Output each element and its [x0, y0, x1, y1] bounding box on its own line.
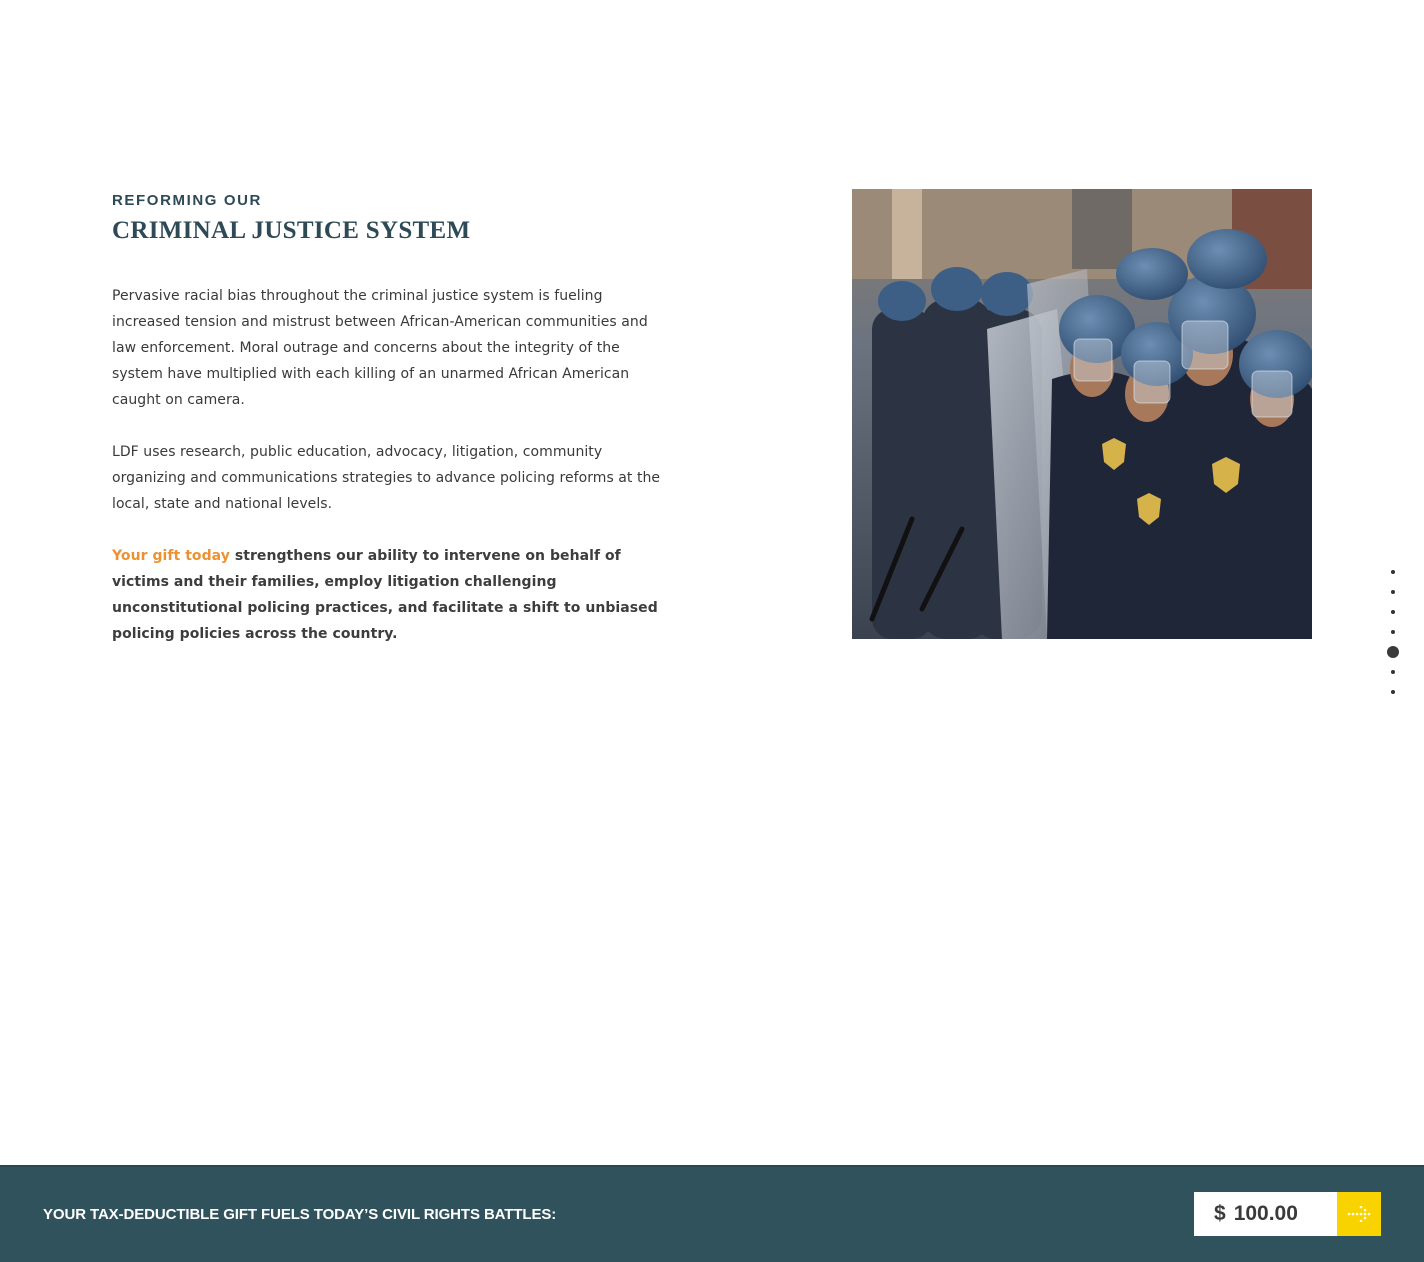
donation-bar-text: YOUR TAX-DEDUCTIBLE GIFT FUELS TODAY’S CIVIL RIGHTS BATTLES: [43, 1206, 557, 1223]
pagination-dot[interactable] [1383, 562, 1403, 582]
section-kicker: REFORMING OUR [112, 192, 262, 209]
police-line-illustration [852, 189, 1312, 639]
donation-bar [0, 1165, 1424, 1262]
pagination-dot[interactable] [1383, 682, 1403, 702]
pagination-dot-mark [1391, 670, 1395, 674]
section-title: CRIMINAL JUSTICE SYSTEM [112, 217, 471, 244]
amount-box [1194, 1192, 1337, 1236]
pagination-dot[interactable] [1383, 622, 1403, 642]
gift-paragraph [112, 543, 672, 647]
ldf-paragraph: LDF uses research, public education, advocacy, litigation, community organizing and communications strategies to advance policing reforms at the local, state and national levels. [112, 444, 661, 512]
pagination-dot[interactable] [1383, 642, 1403, 662]
section-pagination [1383, 562, 1403, 702]
pagination-dot-mark [1391, 610, 1395, 614]
gift-highlight: Your gift today [112, 548, 230, 564]
gift-text: strengthens our ability to intervene on behalf of victims and their families, employ litigation challenging unconstitutional policing practices, and facilitate a shift to unbiased policing policies across the country. [112, 548, 658, 642]
pagination-dot[interactable] [1383, 602, 1403, 622]
dotted-arrow-right-icon [1347, 1206, 1371, 1222]
pagination-dot[interactable] [1383, 582, 1403, 602]
pagination-dot-mark [1391, 570, 1395, 574]
pagination-dot-mark [1391, 630, 1395, 634]
police-line-photo [852, 189, 1312, 639]
currency-symbol: $ [1214, 1202, 1226, 1225]
donation-form [1194, 1192, 1381, 1236]
intro-paragraph: Pervasive racial bias throughout the criminal justice system is fueling increased tension and mistrust between African-American communities and law enforcement. Moral outrage and concerns about the integrity of the system have multiplied with each killing of an unarmed African American caught on camera. [112, 288, 648, 408]
donate-submit-button[interactable] [1337, 1192, 1381, 1236]
content-section [112, 192, 672, 647]
pagination-dot[interactable] [1383, 662, 1403, 682]
pagination-dot-mark [1391, 590, 1395, 594]
amount-input[interactable] [1234, 1202, 1324, 1226]
pagination-dot-mark [1387, 646, 1399, 658]
pagination-dot-mark [1391, 690, 1395, 694]
